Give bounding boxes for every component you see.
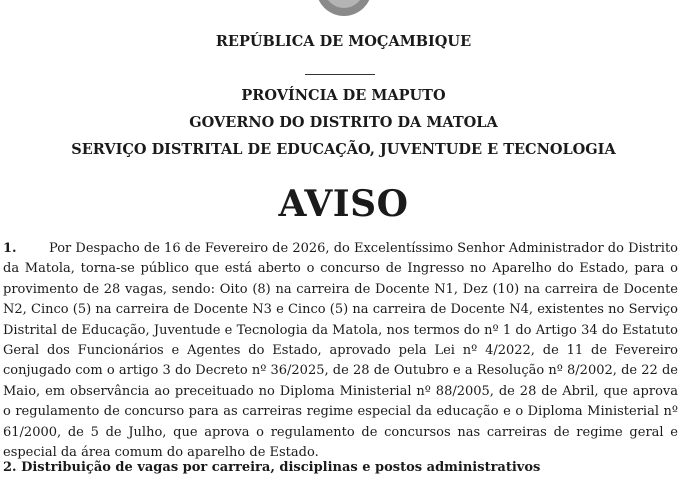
paragraph-1-text: Por Despacho de 16 de Fevereiro de 2026, do Excelentíssimo Senhor Administrador do Distrito da Matola, torna-se público que está aberto o concurso de Ingresso no Aparelho do Estado, para o provimento de 28 vagas, sendo: Oito (8) na carreira de Docente N1, Dez (10) na carreira de Docente N2, Cinco (5) na carreira de Docente N3 e Cinco (5) na carreira de Docente N4, existentes no Serviço Distrital de Educação, Juventude e Tecnologia da Matola, nos termos do nº 1 do Artigo 34 do Estatuto Geral dos Funcionários e Agentes do Estado, aprovado pela Lei nº 4/2022, de 11 de Fevereiro conjugado com o artigo 3 do Decreto nº 36/2025, de 28 de Outubro e a Resolução nº 8/2002, de 22 de Maio, em observância ao preceituado no Diploma Ministerial nº 88/2005, de 28 de Abril, que aprova o regulamento de concurso para as carreiras regime especial da educação e o Diploma Ministerial nº 61/2000, de 5 de Julho, que aprova o regulamento de concursos nas carreiras de regime geral e especial da área comum do aparelho de Estado. bbox=[3, 241, 678, 461]
header-divider bbox=[305, 74, 375, 75]
service-heading: SERVIÇO DISTRITAL DE EDUCAÇÃO, JUVENTUDE E TECNOLOGIA bbox=[71, 141, 616, 158]
paragraph-number: 1. bbox=[3, 241, 17, 256]
coat-of-arms-emblem-icon bbox=[316, 0, 372, 16]
province-heading: PROVÍNCIA DE MAPUTO bbox=[241, 87, 446, 104]
notice-title: AVISO bbox=[278, 183, 409, 225]
section-2-heading: 2. Distribuição de vagas por carreira, disciplinas e postos administrativos bbox=[3, 460, 541, 475]
country-heading: REPÚBLICA DE MOÇAMBIQUE bbox=[215, 33, 472, 50]
paragraph-1 bbox=[3, 239, 678, 463]
government-heading: GOVERNO DO DISTRITO DA MATOLA bbox=[189, 114, 498, 131]
